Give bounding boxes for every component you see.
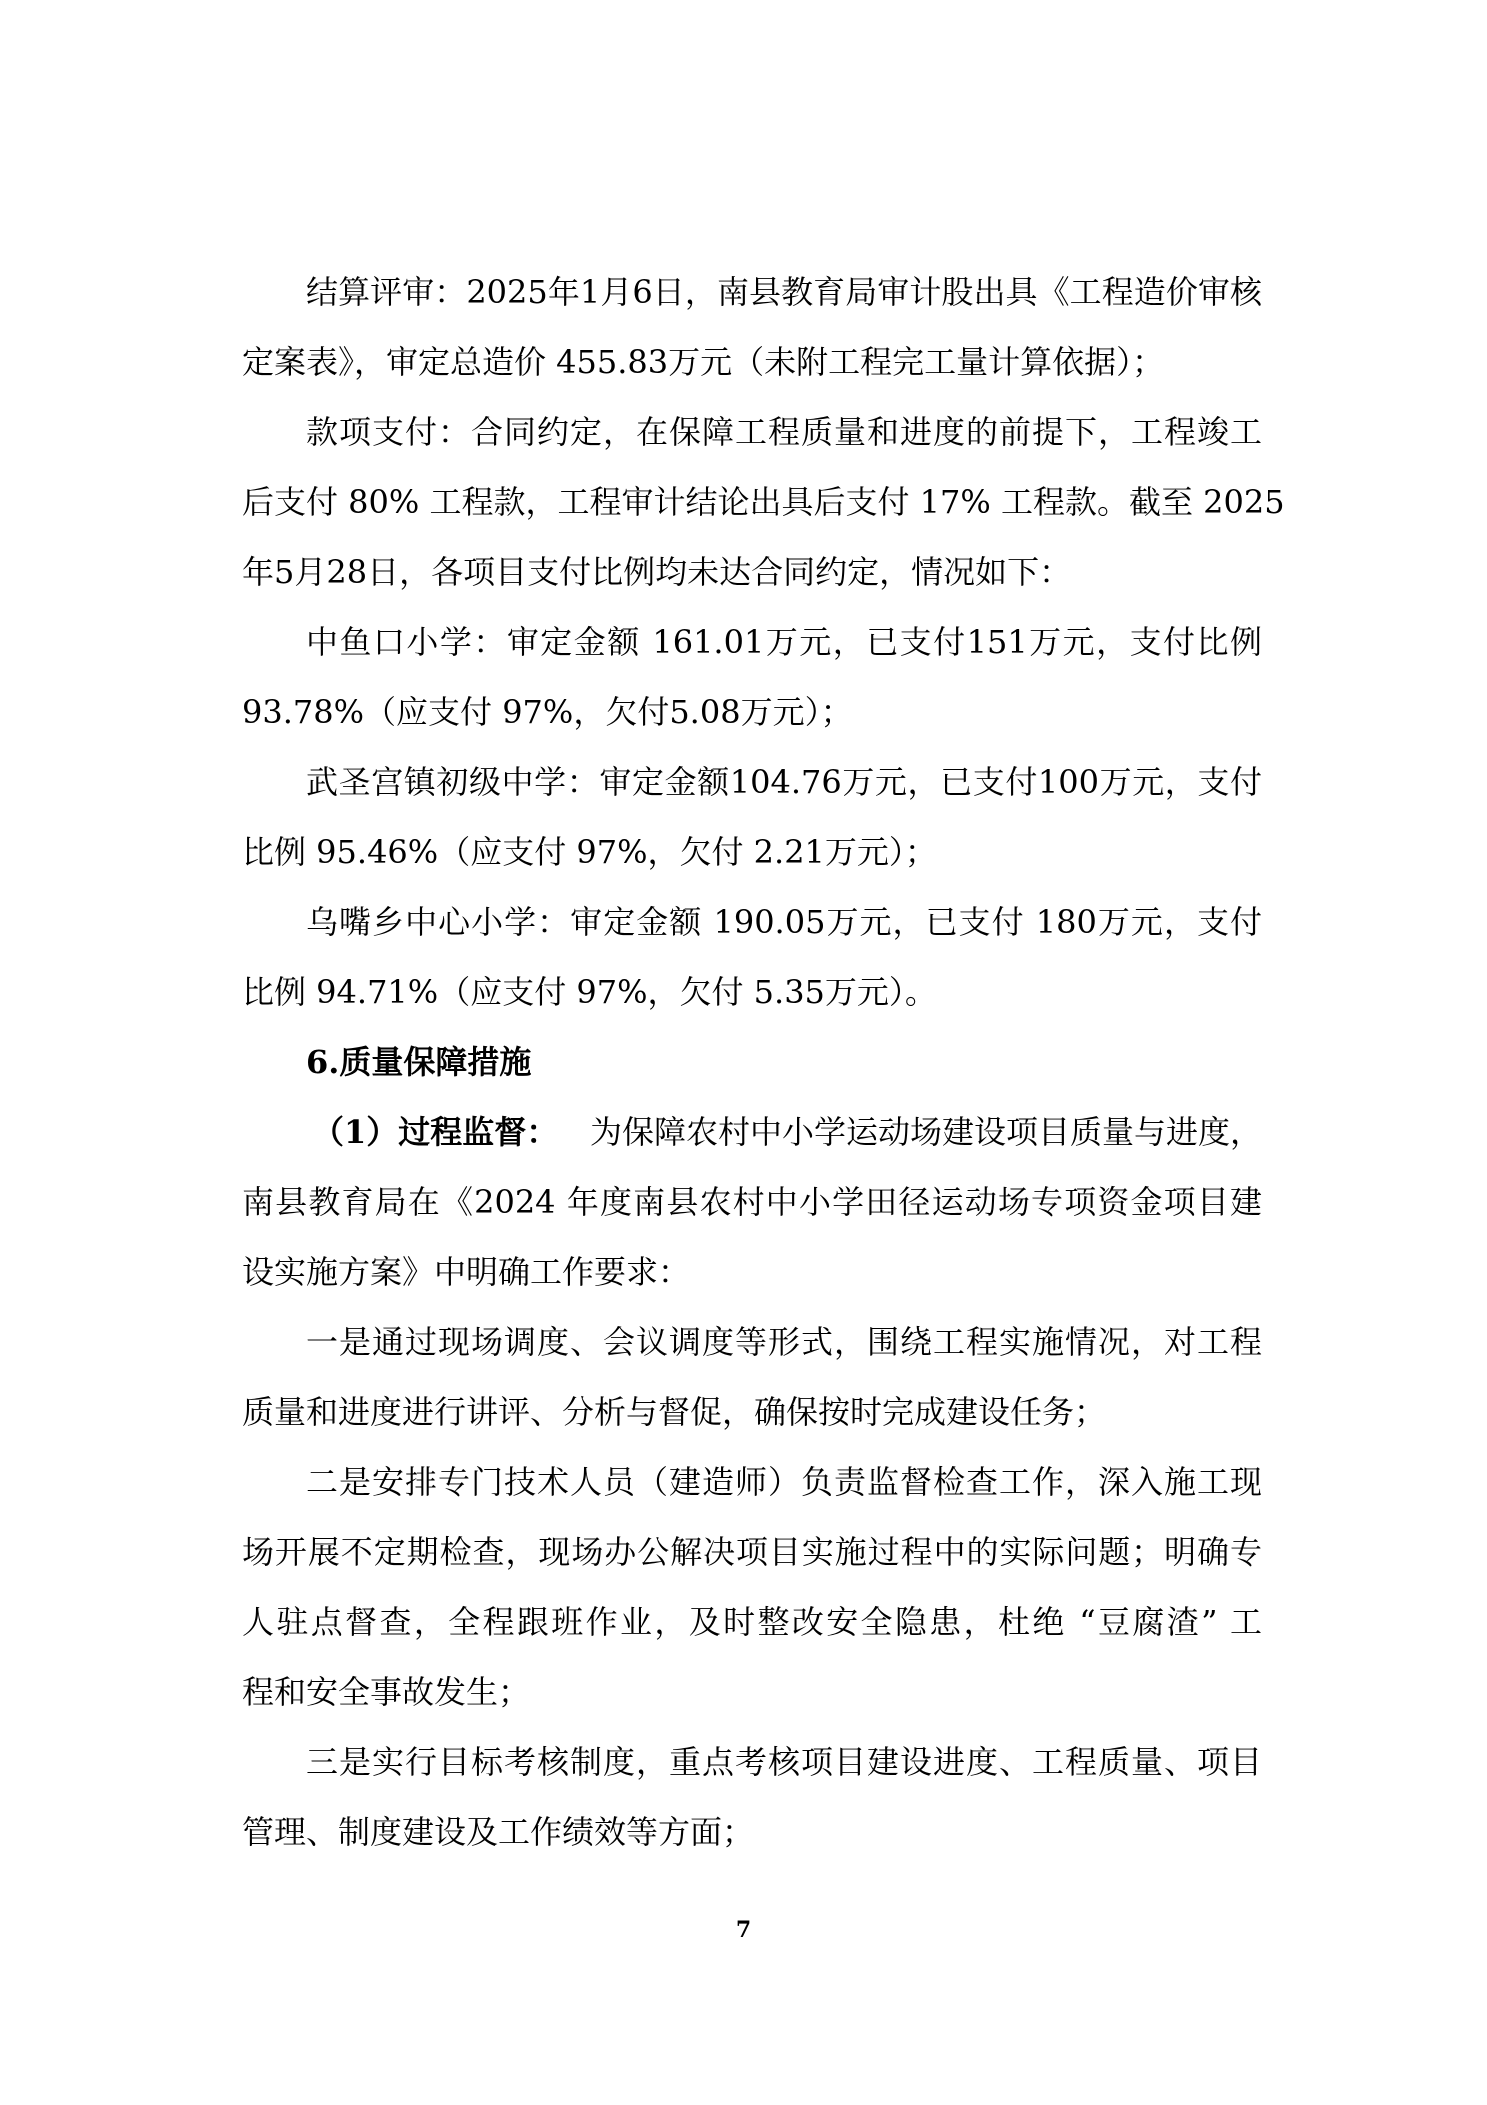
paragraph-line: 二是安排专门技术人员（建造师）负责监督检查工作，深入施工现: [306, 1463, 1262, 1501]
paragraph-line: 质量和进度进行讲评、分析与督促，确保按时完成建设任务；: [242, 1393, 1107, 1431]
paragraph-line: 人驻点督查，全程跟班作业，及时整改安全隐患，杜绝 “豆腐渣” 工: [242, 1603, 1262, 1641]
paragraph-line: 结算评审：2025年1月6日，南县教育局审计股出具《工程造价审核: [306, 273, 1262, 311]
page-number: 7: [735, 1917, 752, 1943]
paragraph-line: 款项支付：合同约定，在保障工程质量和进度的前提下，工程竣工: [306, 413, 1262, 451]
paragraph-line: 程和安全事故发生；: [242, 1673, 531, 1711]
paragraph-line: 一是通过现场调度、会议调度等形式，围绕工程实施情况，对工程: [306, 1323, 1262, 1361]
paragraph-line: 三是实行目标考核制度，重点考核项目建设进度、工程质量、项目: [306, 1743, 1262, 1781]
paragraph-line: 乌嘴乡中心小学：审定金额 190.05万元，已支付 180万元，支付: [306, 903, 1262, 941]
paragraph-line: 后支付 80% 工程款，工程审计结论出具后支付 17% 工程款。截至 2025: [242, 483, 1285, 521]
section-heading: 6.质量保障措施: [306, 1043, 532, 1081]
paragraph-line: 中鱼口小学：审定金额 161.01万元，已支付151万元，支付比例: [306, 623, 1262, 661]
paragraph-line: 场开展不定期检查，现场办公解决项目实施过程中的实际问题；明确专: [242, 1533, 1262, 1571]
paragraph-line: 南县教育局在《2024 年度南县农村中小学田径运动场专项资金项目建: [242, 1183, 1262, 1221]
paragraph-line: 93.78%（应支付 97%，欠付5.08万元）；: [242, 693, 853, 731]
paragraph-line-process-supervision: [312, 1112, 1262, 1152]
paragraph-line: 年5月28日，各项目支付比例均未达合同约定，情况如下：: [242, 553, 1072, 591]
paragraph-line: 比例 95.46%（应支付 97%，欠付 2.21万元）；: [242, 833, 937, 871]
paragraph-line: 设实施方案》中明确工作要求：: [242, 1253, 691, 1291]
process-supervision-label: （1）过程监督：: [312, 1113, 559, 1151]
paragraph-line: 武圣宫镇初级中学：审定金额104.76万元，已支付100万元，支付: [306, 763, 1262, 801]
paragraph-line: 定案表》，审定总造价 455.83万元（未附工程完工量计算依据）；: [242, 343, 1165, 381]
paragraph-line-text: 为保障农村中小学运动场建设项目质量与进度，: [589, 1113, 1262, 1151]
paragraph-line: 比例 94.71%（应支付 97%，欠付 5.35万元）。: [242, 973, 937, 1011]
paragraph-line: 管理、制度建设及工作绩效等方面；: [242, 1813, 755, 1851]
